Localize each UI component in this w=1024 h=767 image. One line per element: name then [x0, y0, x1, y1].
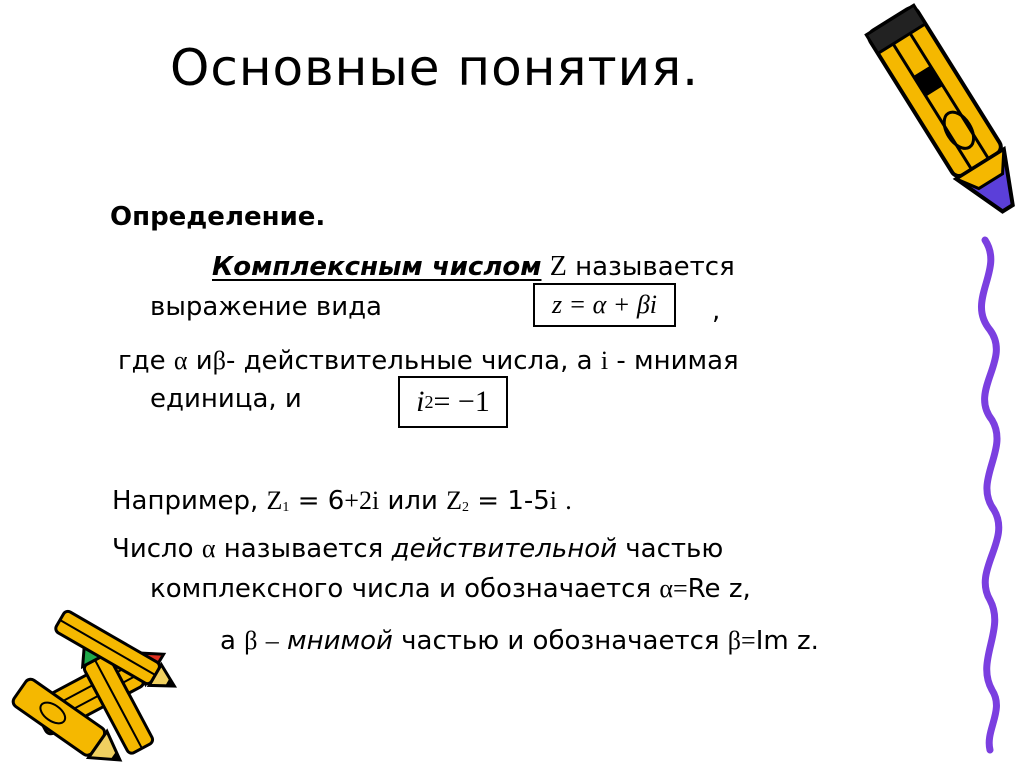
imag-beta-eq: β= [727, 626, 756, 655]
real-italic-word: действительной [391, 534, 618, 564]
imag-text: частью и обозначается [401, 626, 720, 656]
definition-line-2: выражение вида [150, 292, 382, 322]
real-prefix: Число [112, 534, 194, 564]
and-word: и [195, 346, 213, 376]
real-text-a: называется [223, 534, 384, 564]
comma: , [712, 296, 721, 326]
z2-sub: 2 [462, 500, 470, 515]
pencil-cluster-icon-bottom-left [0, 600, 220, 767]
or-word: или [387, 486, 438, 516]
line-3-end: - мнимая [616, 346, 739, 376]
formula-minus-one: = −1 [433, 385, 490, 418]
z1-var: Z [266, 486, 283, 515]
formula-complex-number: z = α + βi [533, 283, 676, 327]
real-line-2-text: комплексного числа и обозначается [150, 574, 652, 604]
formula-exponent: 2 [424, 391, 434, 412]
real-text-b: частью [625, 534, 724, 564]
example-prefix: Например, [112, 486, 259, 516]
imaginary-unit: i [600, 346, 609, 375]
definition-heading: Определение. [110, 202, 326, 232]
definition-line-4: единица, и [150, 384, 302, 414]
imag-prefix: а [220, 626, 236, 656]
z2-eq: = 1-5 [477, 486, 550, 516]
example-period: . [565, 486, 572, 515]
imag-italic-word: мнимой [286, 626, 393, 656]
z1-imag: +2i [344, 486, 380, 515]
real-alpha-eq: α= [659, 574, 688, 603]
z1-eq: = 6 [297, 486, 345, 516]
real-re: Re z, [687, 574, 751, 604]
imag-beta: β [244, 626, 258, 655]
real-alpha: α [201, 534, 216, 563]
definition-line-1-rest: называется [575, 252, 735, 282]
imag-im: Im z. [755, 626, 819, 656]
z2-var: Z [446, 486, 463, 515]
beta-symbol: β [212, 346, 226, 375]
where-word: где [118, 346, 166, 376]
page-title: Основные понятия. [170, 39, 700, 97]
alpha-symbol: α [173, 346, 188, 375]
z1-sub: 1 [282, 500, 290, 515]
imag-dash: – [265, 626, 279, 655]
definition-term: Комплексным числом [212, 252, 542, 282]
line-3-mid: - действительные числа, а [225, 346, 593, 376]
variable-z: Z [549, 251, 567, 282]
formula-i: i [416, 385, 425, 418]
z2-imag: i [549, 486, 558, 515]
